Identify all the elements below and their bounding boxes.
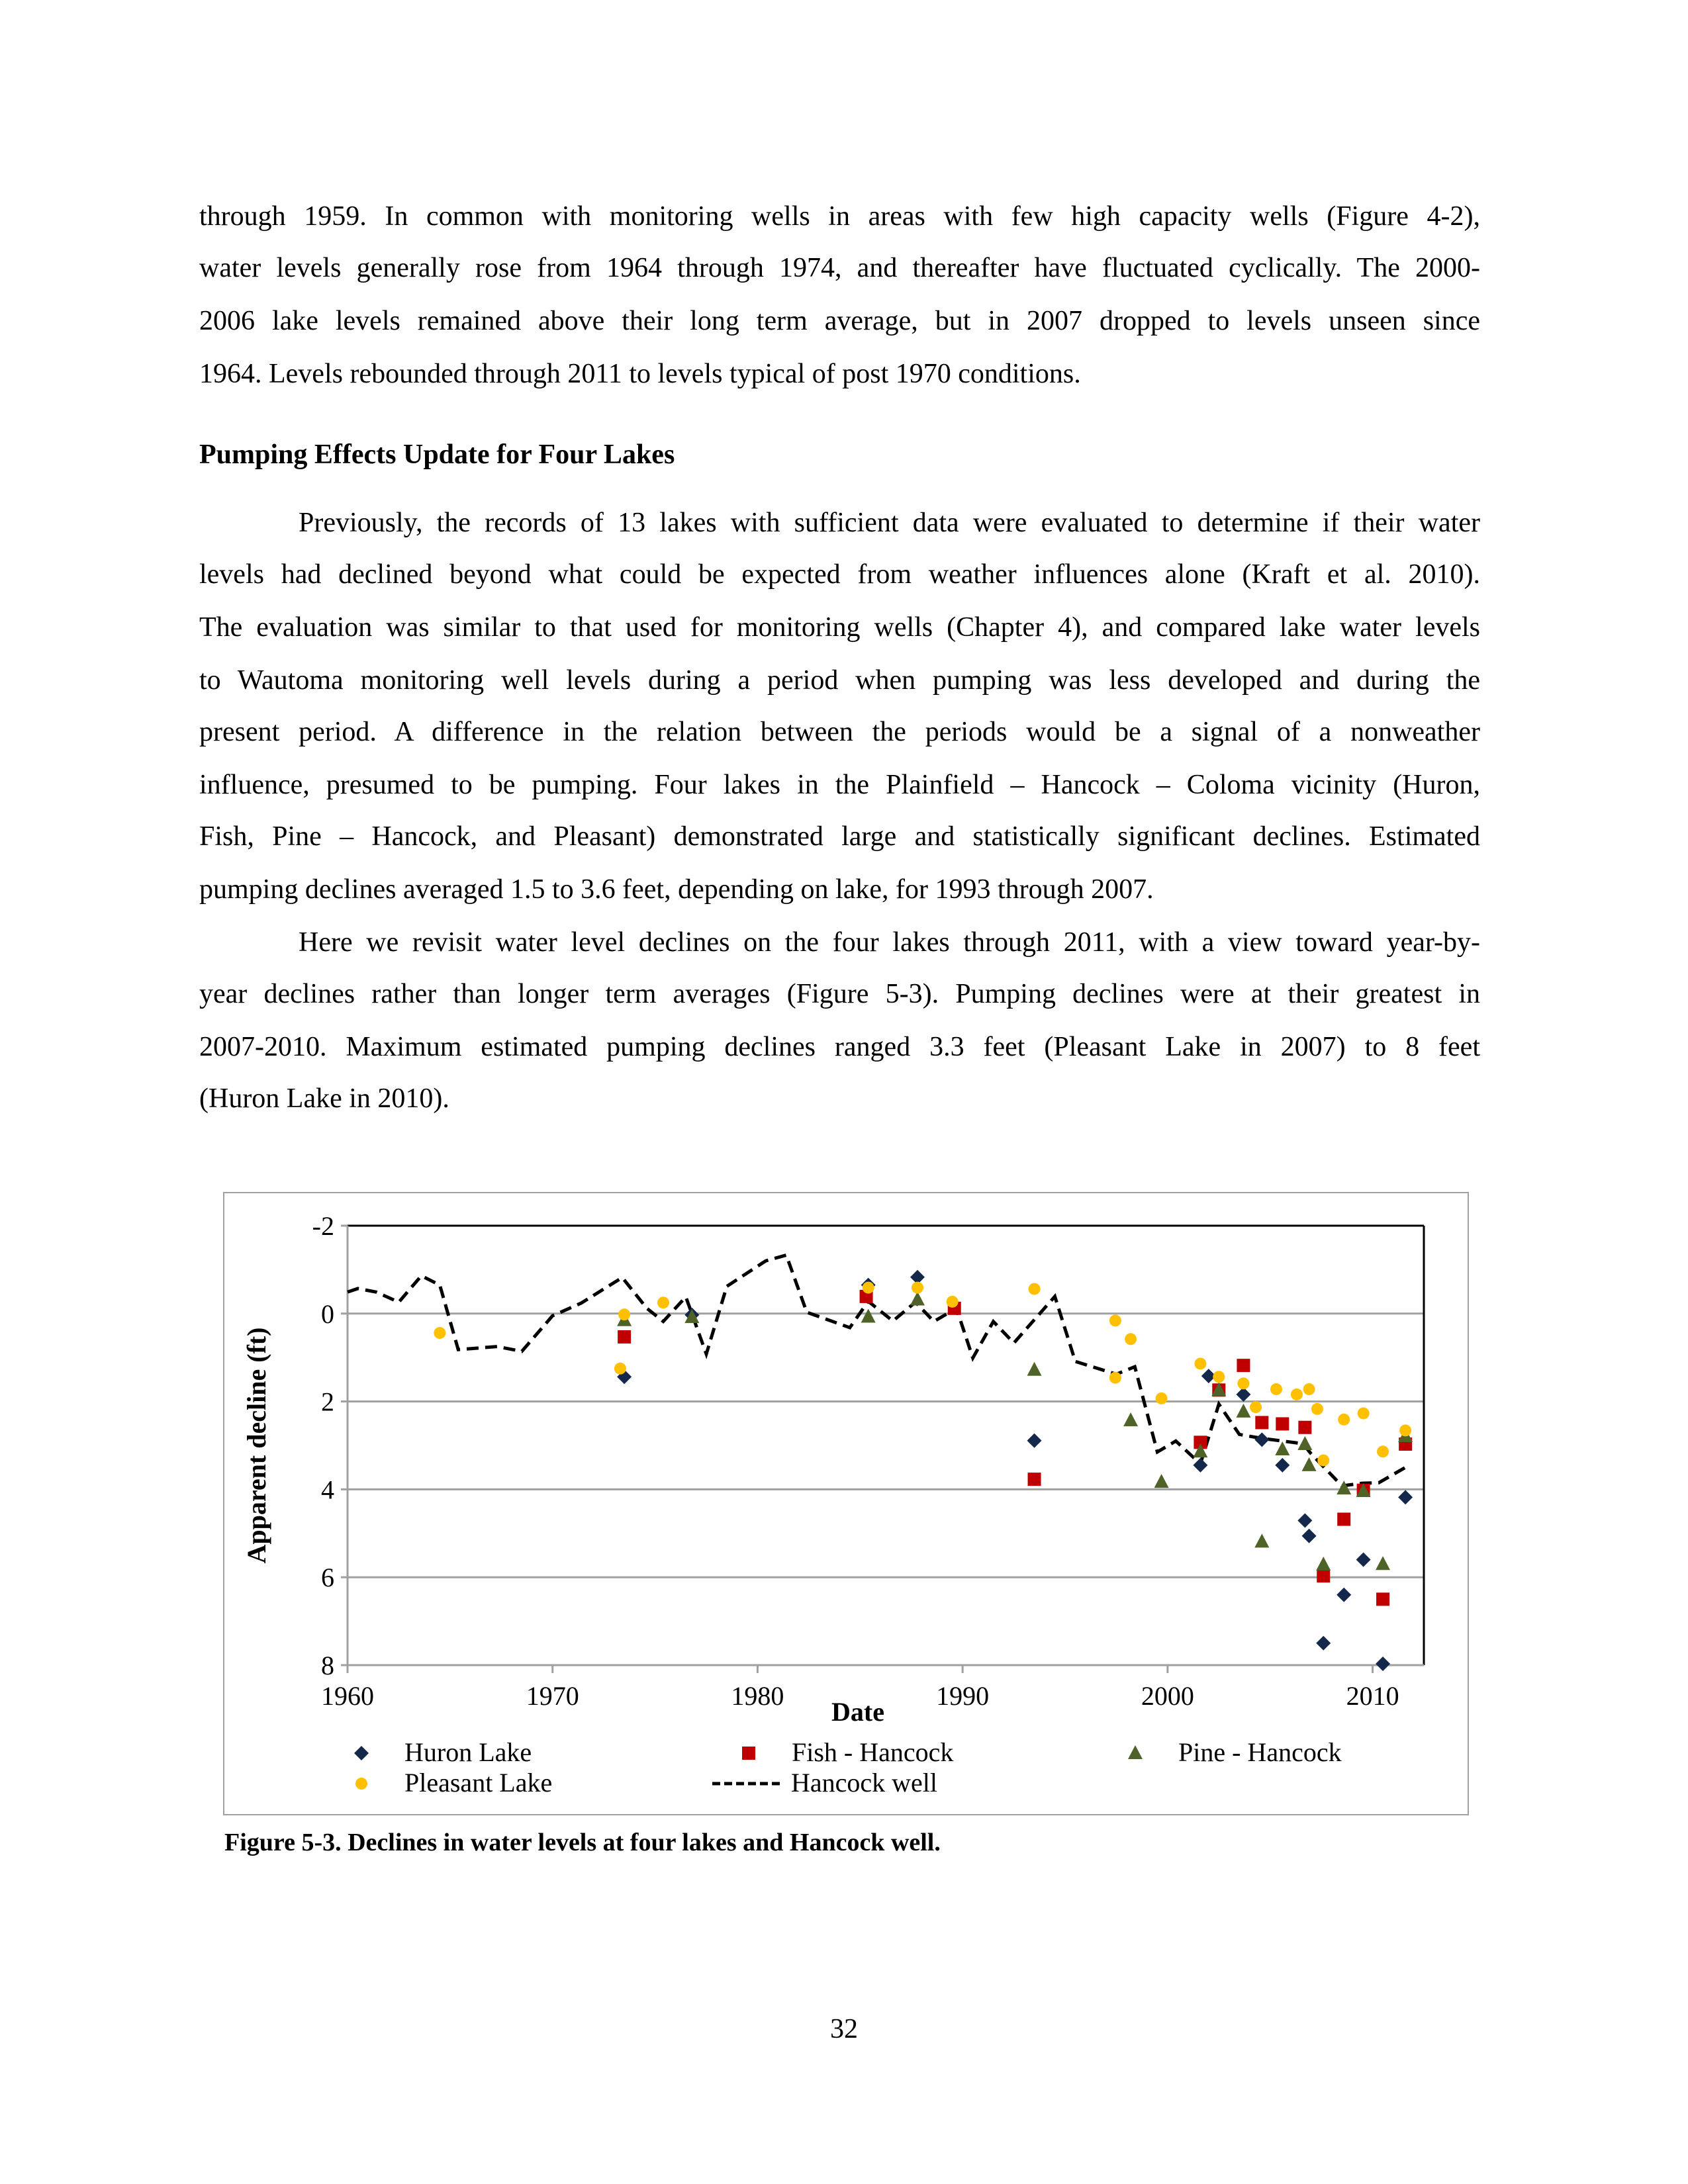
legend-label: Fish - Hancock — [792, 1737, 954, 1767]
text-line: 2006 lake levels remained above their long term average, but in 2007 dropped to levels unseen since — [199, 306, 1480, 336]
text-line: 2007-2010. Maximum estimated pumping declines ranged 3.3 feet (Pleasant Lake in 2007) to 8 feet — [199, 1032, 1480, 1062]
data-point — [1311, 1403, 1323, 1415]
data-point — [1297, 1514, 1312, 1528]
data-point — [1254, 1432, 1269, 1447]
data-point — [1250, 1401, 1262, 1413]
x-axis-title: Date — [831, 1697, 884, 1727]
text-line: pumping declines averaged 1.5 to 3.6 feet, depending on lake, for 1993 through 2007. — [199, 874, 1154, 905]
data-point — [1109, 1372, 1121, 1384]
data-point — [1356, 1553, 1371, 1567]
text-line: to Wautoma monitoring well levels during a period when pumping was less developed and during the — [199, 665, 1480, 696]
data-point — [1275, 1441, 1289, 1455]
data-point — [1338, 1414, 1350, 1426]
x-tick-label: 1980 — [731, 1681, 784, 1711]
legend-item — [354, 1737, 532, 1767]
data-point — [1297, 1436, 1312, 1450]
data-point — [1194, 1357, 1206, 1369]
legend-item — [1128, 1737, 1342, 1767]
data-point — [618, 1330, 631, 1343]
data-point — [1317, 1569, 1330, 1582]
text-line: The evaluation was similar to that used for monitoring wells (Chapter 4), and compared lake water levels — [199, 612, 1480, 643]
text-line: present period. A difference in the relation between the periods would be a signal of a nonweather — [199, 717, 1480, 747]
data-point — [1237, 1377, 1249, 1389]
figure-caption: Figure 5-3. Declines in water levels at four lakes and Hancock well. — [224, 1829, 941, 1856]
data-point — [1376, 1556, 1390, 1570]
data-point — [1376, 1657, 1390, 1671]
data-point — [910, 1292, 925, 1306]
data-point — [1317, 1455, 1329, 1467]
data-point — [1237, 1359, 1250, 1372]
data-point — [434, 1327, 445, 1339]
data-point — [1270, 1383, 1282, 1395]
data-point — [912, 1282, 923, 1294]
data-point — [1316, 1636, 1331, 1651]
text-line: (Huron Lake in 2010). — [199, 1083, 449, 1114]
text-line: water levels generally rose from 1964 through 1974, and thereafter have fluctuated cyclically. The 2000- — [199, 253, 1480, 283]
data-point — [1276, 1417, 1289, 1430]
data-point — [1027, 1433, 1042, 1448]
data-point — [1275, 1458, 1289, 1473]
data-point — [1028, 1473, 1041, 1486]
x-tick-label: 1970 — [526, 1681, 579, 1711]
data-point — [1336, 1588, 1351, 1602]
text-line: through 1959. In common with monitoring wells in areas with few high capacity wells (Figure 4-2), — [199, 201, 1480, 232]
section-heading: Pumping Effects Update for Four Lakes — [199, 439, 675, 470]
y-axis-title: Apparent decline (ft) — [242, 1327, 271, 1564]
data-point — [1337, 1513, 1350, 1526]
y-tick-label: -2 — [312, 1211, 334, 1241]
series-huron-lake — [617, 1270, 1413, 1671]
data-point — [1303, 1383, 1315, 1395]
data-point — [1213, 1371, 1225, 1383]
text-line: levels had declined beyond what could be expected from weather influences alone (Kraft et al. 2010). — [199, 559, 1480, 590]
data-point — [1109, 1314, 1121, 1326]
series-fish-hancock — [618, 1290, 1412, 1606]
page-number: 32 — [830, 2014, 858, 2044]
legend-item — [355, 1768, 552, 1797]
text-line: year declines rather than longer term averages (Figure 5-3). Pumping declines were at their greatest in — [199, 979, 1480, 1009]
y-tick-label: 4 — [321, 1475, 334, 1505]
text-line: Fish, Pine – Hancock, and Pleasant) demonstrated large and statistically significant declines. Estimated — [199, 821, 1480, 852]
data-point — [657, 1297, 669, 1308]
data-point — [1236, 1404, 1250, 1418]
data-point — [1298, 1421, 1311, 1434]
legend-item — [742, 1737, 953, 1767]
data-point — [1154, 1474, 1169, 1488]
text-line: 1964. Levels rebounded through 2011 to levels typical of post 1970 conditions. — [199, 359, 1081, 389]
legend-label: Hancock well — [791, 1768, 938, 1797]
data-point — [1123, 1412, 1138, 1426]
x-tick-label: 2010 — [1346, 1681, 1399, 1711]
data-point — [1125, 1333, 1137, 1345]
data-point — [1254, 1533, 1269, 1547]
data-point — [618, 1308, 630, 1320]
data-point — [1316, 1557, 1331, 1570]
text-line: Previously, the records of 13 lakes with sufficient data were evaluated to determine if their water — [299, 508, 1480, 538]
data-point — [1255, 1416, 1268, 1429]
data-point — [1302, 1529, 1317, 1543]
legend-square-icon — [742, 1747, 755, 1760]
data-point — [1193, 1458, 1207, 1473]
data-point — [1399, 1424, 1411, 1436]
text-line: Here we revisit water level declines on the four lakes through 2011, with a view toward year-by- — [299, 927, 1480, 958]
data-point — [1336, 1480, 1351, 1494]
data-point — [947, 1296, 959, 1308]
legend-triangle-icon — [1128, 1745, 1143, 1759]
data-point — [1291, 1388, 1303, 1400]
y-tick-label: 8 — [321, 1651, 334, 1680]
data-point — [1377, 1445, 1389, 1457]
text-line: influence, presumed to be pumping. Four lakes in the Plainfield – Hancock – Coloma vicinity (Huron, — [199, 770, 1480, 800]
x-tick-label: 1990 — [936, 1681, 990, 1711]
chart-svg — [224, 1193, 1468, 1814]
legend-circle-icon — [355, 1778, 367, 1790]
y-tick-label: 0 — [321, 1298, 334, 1329]
x-tick-label: 1960 — [321, 1681, 374, 1711]
legend-label: Pine - Hancock — [1178, 1737, 1342, 1767]
y-tick-label: 6 — [321, 1563, 334, 1593]
data-point — [1358, 1408, 1370, 1420]
legend-item — [712, 1768, 937, 1797]
legend-label: Huron Lake — [404, 1737, 532, 1767]
data-point — [1376, 1592, 1389, 1606]
data-point — [1302, 1457, 1317, 1471]
data-point — [1156, 1392, 1168, 1404]
data-point — [1027, 1362, 1042, 1376]
y-tick-label: 2 — [321, 1387, 334, 1417]
series-pine-hancock — [617, 1292, 1413, 1570]
data-point — [614, 1363, 626, 1375]
figure-5-3-chart — [223, 1192, 1469, 1815]
data-point — [1029, 1283, 1041, 1295]
data-point — [1398, 1490, 1413, 1504]
x-tick-label: 2000 — [1141, 1681, 1194, 1711]
data-point — [863, 1282, 874, 1294]
legend-diamond-icon — [354, 1746, 369, 1760]
legend-label: Pleasant Lake — [404, 1768, 553, 1797]
